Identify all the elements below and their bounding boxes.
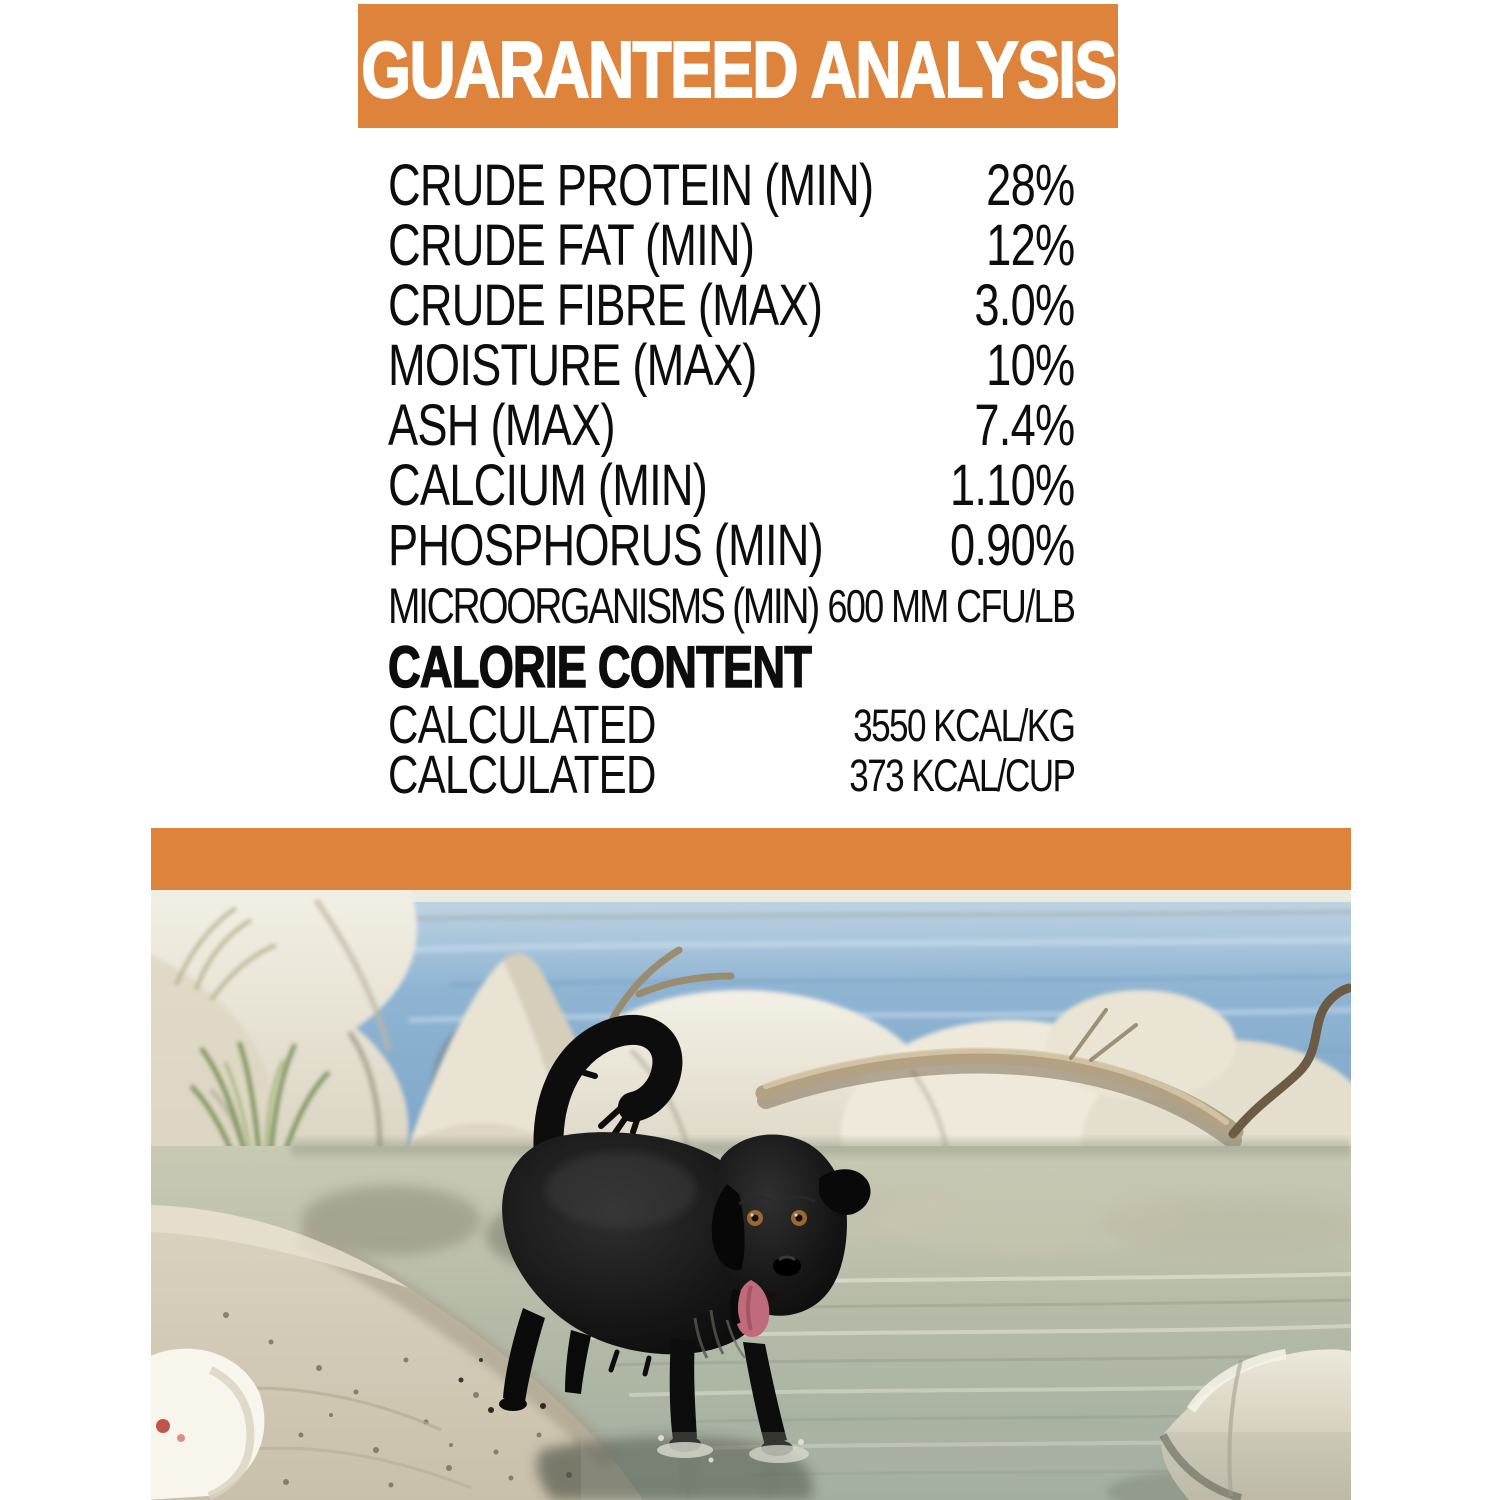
calorie-row-kcal-kg — [388, 695, 1075, 755]
shallow-water-overlay — [581, 1432, 1351, 1500]
analysis-row-phosphorus — [388, 513, 1075, 578]
row-label: ASH (MAX) — [388, 393, 615, 458]
row-label: PHOSPHORUS (MIN) — [388, 513, 823, 578]
row-value: 3.0% — [974, 273, 1075, 338]
product-photo — [151, 828, 1351, 1500]
calorie-content-heading: CALORIE CONTENT — [388, 635, 812, 700]
row-label: MICROORGANISMS (MIN) — [388, 578, 818, 634]
row-value: 600 MM CFU/LB — [827, 580, 1075, 632]
row-label: CALCULATED — [388, 695, 656, 755]
analysis-row-calcium — [388, 453, 1075, 518]
dog-shoreline-photo-illustration — [151, 890, 1351, 1500]
row-value: 28% — [986, 153, 1075, 218]
calorie-row-kcal-cup — [388, 745, 1075, 805]
row-label: CRUDE PROTEIN (MIN) — [388, 153, 874, 218]
row-value: 7.4% — [974, 393, 1075, 458]
analysis-row-crude-protein — [388, 153, 1075, 218]
row-label: MOISTURE (MAX) — [388, 333, 757, 398]
row-value: 373 KCAL/CUP — [849, 749, 1075, 801]
analysis-row-crude-fat — [388, 213, 1075, 278]
dog-nose — [773, 1256, 801, 1276]
guaranteed-analysis-table — [388, 153, 1075, 805]
guaranteed-analysis-header — [358, 4, 1118, 128]
analysis-row-moisture — [388, 333, 1075, 398]
dog-front-leg — [670, 1338, 697, 1440]
analysis-row-microorganisms — [388, 576, 1074, 636]
row-value: 1.10% — [950, 453, 1075, 518]
row-value: 0.90% — [950, 513, 1075, 578]
row-value: 12% — [986, 213, 1075, 278]
row-value: 3550 KCAL/KG — [853, 699, 1075, 751]
row-label: CALCIUM (MIN) — [388, 453, 708, 518]
analysis-row-crude-fibre — [388, 273, 1075, 338]
row-value: 10% — [986, 333, 1075, 398]
row-label: CALCULATED — [388, 745, 656, 805]
page-title: GUARANTEED ANALYSIS — [360, 25, 1116, 114]
row-label: CRUDE FIBRE (MAX) — [388, 273, 823, 338]
row-label: CRUDE FAT (MIN) — [388, 213, 755, 278]
photo-accent-bar — [151, 828, 1351, 890]
analysis-row-ash — [388, 393, 1075, 458]
